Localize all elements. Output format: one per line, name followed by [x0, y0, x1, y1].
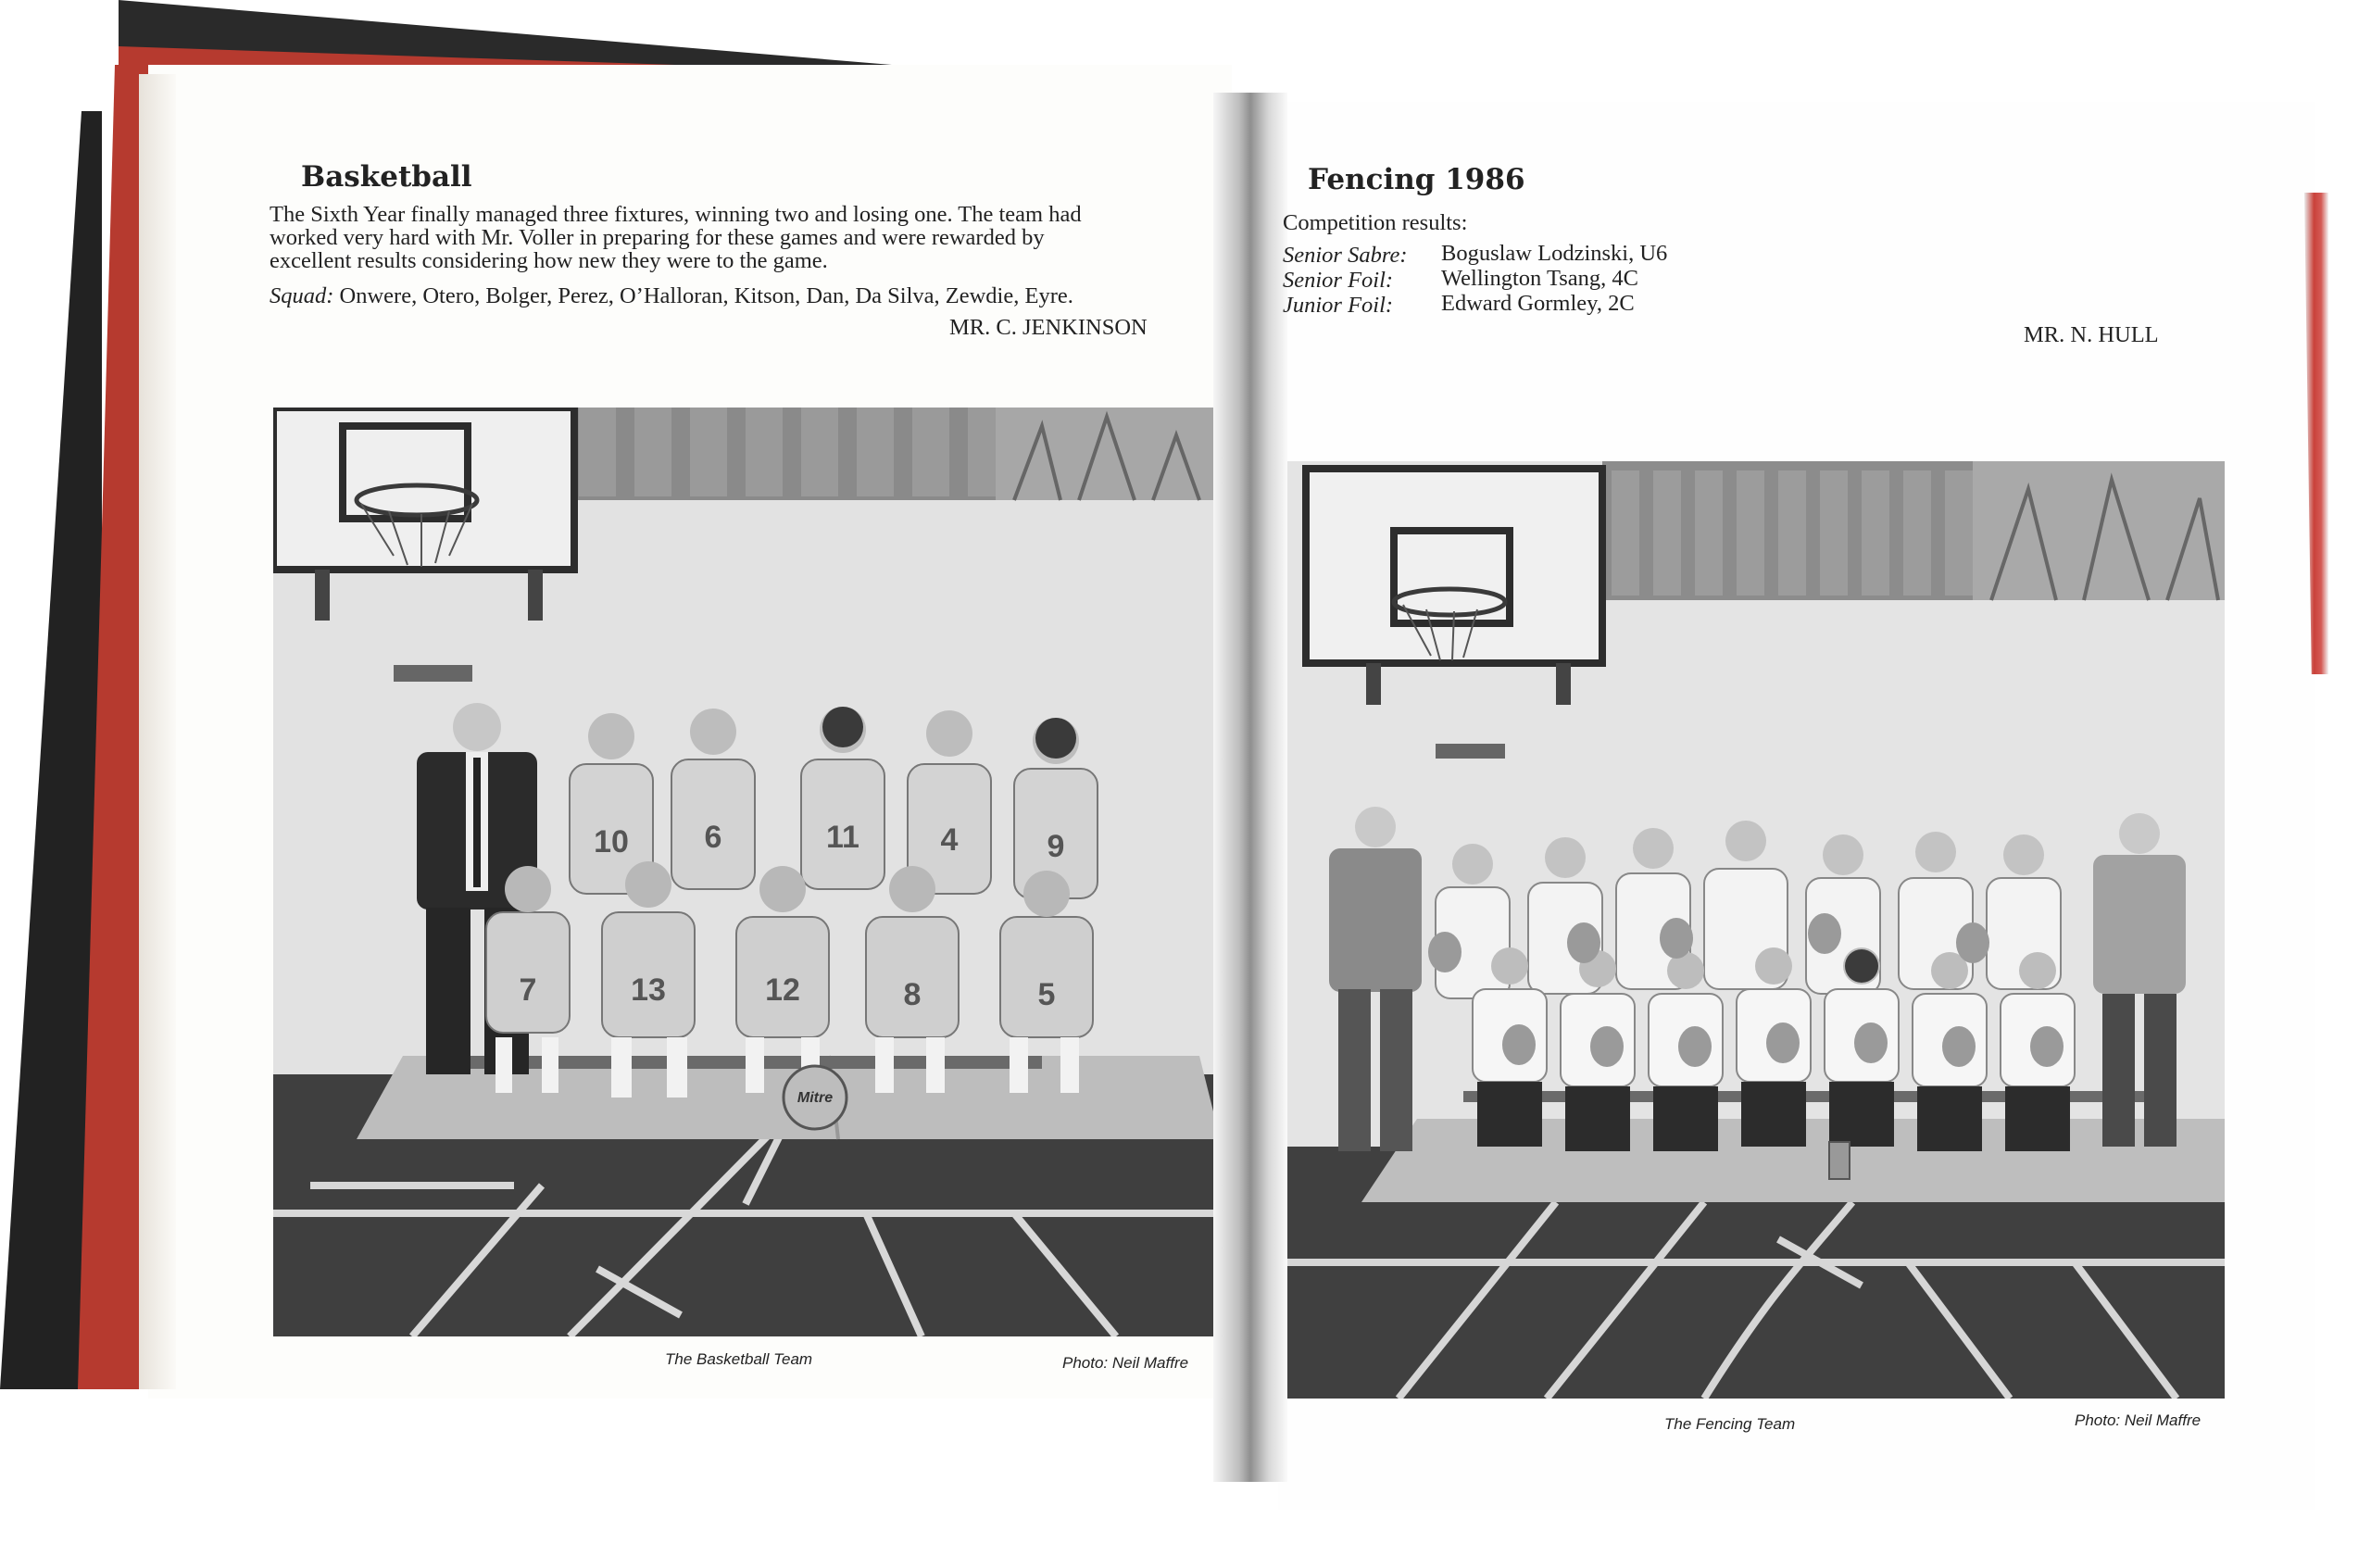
fencing-intro: Competition results:	[1283, 210, 1468, 235]
fencing-author: MR. N. HULL	[2024, 322, 2159, 347]
basketball-paragraph-line-1: The Sixth Year finally managed three fixtures, winning two and losing one. The team had	[270, 202, 1082, 227]
svg-text:13: 13	[631, 972, 666, 1008]
squad-label: Squad:	[270, 283, 334, 308]
svg-text:8: 8	[903, 977, 922, 1012]
basketball-paragraph-line-3: excellent results considering how new they were to the game.	[270, 248, 828, 273]
fencing-result-1-winner: Boguslaw Lodzinski, U6	[1441, 241, 1668, 266]
svg-text:11: 11	[826, 820, 859, 855]
basketball-photo-credit: Photo: Neil Maffre	[1062, 1354, 1189, 1372]
svg-text:12: 12	[765, 972, 800, 1008]
book-spine	[1213, 93, 1287, 1482]
svg-text:5: 5	[1037, 977, 1056, 1012]
basketball-squad-line	[270, 284, 1073, 307]
fencing-title: Fencing 1986	[1308, 163, 1525, 196]
squad-names: Onwere, Otero, Bolger, Perez, O’Halloran, Kitson, Dan, Da Silva, Zewdie, Eyre.	[339, 283, 1073, 308]
fencing-result-2-winner: Wellington Tsang, 4C	[1441, 266, 1638, 291]
fencing-photo-credit: Photo: Neil Maffre	[2075, 1411, 2202, 1429]
fencing-photo-caption: The Fencing Team	[1664, 1415, 1796, 1433]
basketball-author: MR. C. JENKINSON	[949, 315, 1148, 340]
left-page-gutter	[139, 74, 176, 1389]
fencing-result-3-category: Junior Foil:	[1283, 293, 1394, 318]
fencing-team-photo	[1287, 461, 2225, 1399]
basketball-photo-caption: The Basketball Team	[665, 1350, 813, 1368]
svg-text:10: 10	[594, 824, 629, 859]
svg-text:7: 7	[519, 972, 537, 1008]
svg-text:6: 6	[704, 820, 722, 855]
basketball-title: Basketball	[301, 160, 472, 194]
basketball-paragraph-line-2: worked very hard with Mr. Voller in preparing for these games and were rewarded by	[270, 225, 1045, 250]
svg-text:Mitre: Mitre	[797, 1090, 834, 1106]
fencing-result-3-winner: Edward Gormley, 2C	[1441, 291, 1635, 316]
svg-text:9: 9	[1047, 829, 1065, 864]
svg-text:4: 4	[940, 822, 959, 858]
fencing-result-2-category: Senior Foil:	[1283, 268, 1394, 293]
basketball-team-photo	[273, 408, 1213, 1336]
fencing-result-1-category: Senior Sabre:	[1283, 243, 1408, 268]
